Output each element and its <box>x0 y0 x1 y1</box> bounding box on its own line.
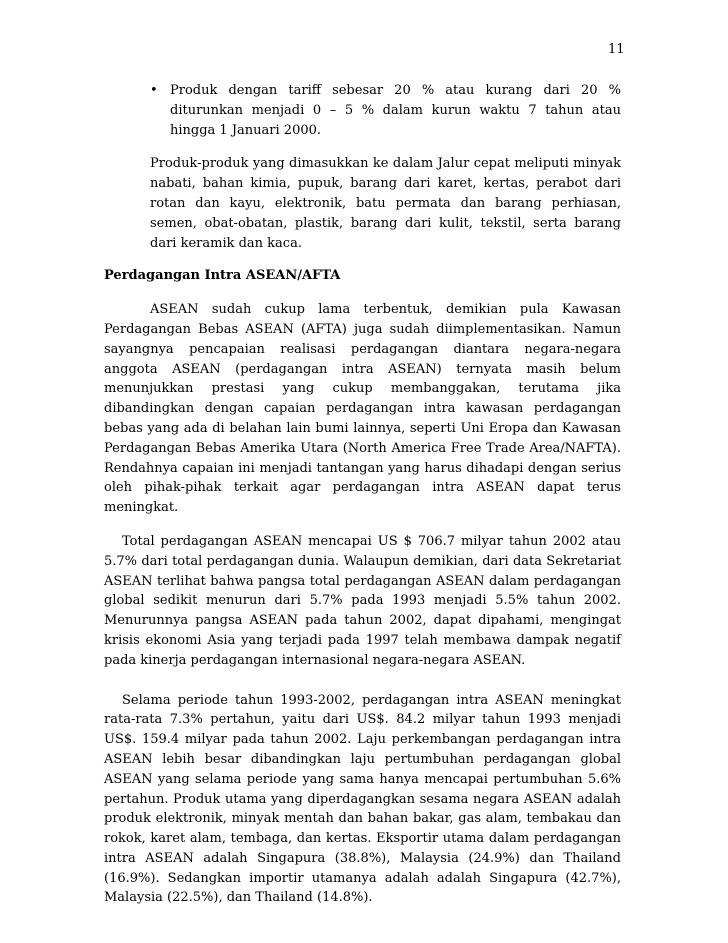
bullet-item <box>150 81 621 140</box>
bullet-text: Produk dengan tariff sebesar 20 % atau kurang dari 20 % diturunkan menjadi 0 – 5 % dalam kurun waktu 7 tahun atau hingga 1 Januari 2000. <box>170 83 621 138</box>
section-heading: Perdagangan Intra ASEAN/AFTA <box>104 268 341 284</box>
fast-track-products-paragraph: Produk-produk yang dimasukkan ke dalam Jalur cepat meliputi minyak nabati, bahan kimia, pupuk, barang dari karet, kertas, perabot dari rotan dan kayu, elektronik, batu permata dan barang perhiasan, semen, obat-obatan, plastik, barang dari kulit, tekstil, serta barang dari keramik dan kaca. <box>150 156 621 251</box>
indented-block <box>150 154 621 253</box>
page-number: 11 <box>608 42 625 57</box>
bullet-list <box>104 81 621 140</box>
document-body <box>104 81 621 908</box>
paragraph-total-trade: Total perdagangan ASEAN mencapai US $ 706.7 milyar tahun 2002 atau 5.7% dari total perdagangan dunia. Walaupun demikian, dari data Sekretariat ASEAN terlihat bahwa pangsa total perdagangan ASEAN dalam perdagangan global sedikit menurun dari 5.7% pada 1993 menjadi 5.5% tahun 2002. Menurunnya pangsa ASEAN pada tahun 2002, dapat dipahami, mengingat krisis ekonomi Asia yang terjadi pada 1997 telah membawa dampak negatif pada kinerja perdagangan internasional negara-negara ASEAN. <box>104 533 621 668</box>
paragraph-intra-trade-growth: Selama periode tahun 1993-2002, perdagangan intra ASEAN meningkat rata-rata 7.3% pertahun, yaitu dari US$. 84.2 milyar tahun 1993 menjadi US$. 159.4 milyar pada tahun 2002. Laju perkembangan perdagangan intra ASEAN lebih besar dibandingkan laju pertumbuhan perdagangan global ASEAN yang selama periode yang sama hanya mencapai pertumbuhan 5.6% pertahun. Produk utama yang diperdagangkan sesama negara ASEAN adalah produk elektronik, minyak mentah dan bahan bakar, gas alam, tembakau dan rokok, karet alam, tembaga, dan kertas. Eksportir utama dalam perdagangan intra ASEAN adalah Singapura (38.8%), Malaysia (24.9%) dan Thailand (16.9%). Sedangkan importir utamanya adalah adalah Singapura (42.7%), Malaysia (22.5%), dan Thailand (14.8%). <box>104 692 621 906</box>
bullet-icon: • <box>150 83 158 98</box>
paragraph-asean-afta: ASEAN sudah cukup lama terbentuk, demikian pula Kawasan Perdagangan Bebas ASEAN (AFTA) juga sudah diimplementasikan. Namun sayangnya pencapaian realisasi perdagangan diantara negara-negara anggota ASEAN (perdagangan intra ASEAN) ternyata masih belum menunjukkan prestasi yang cukup membanggakan, terutama jika dibandingkan dengan capaian perdagangan intra kawasan perdagangan bebas yang ada di belahan lain bumi lainnya, seperti Uni Eropa dan Kawasan Perdagangan Bebas Amerika Utara (North America Free Trade Area/NAFTA). Rendahnya capaian ini menjadi tantangan yang harus dihadapi dengan serius oleh pihak-pihak terkait agar perdagangan intra ASEAN dapat terus meningkat. <box>104 302 621 516</box>
